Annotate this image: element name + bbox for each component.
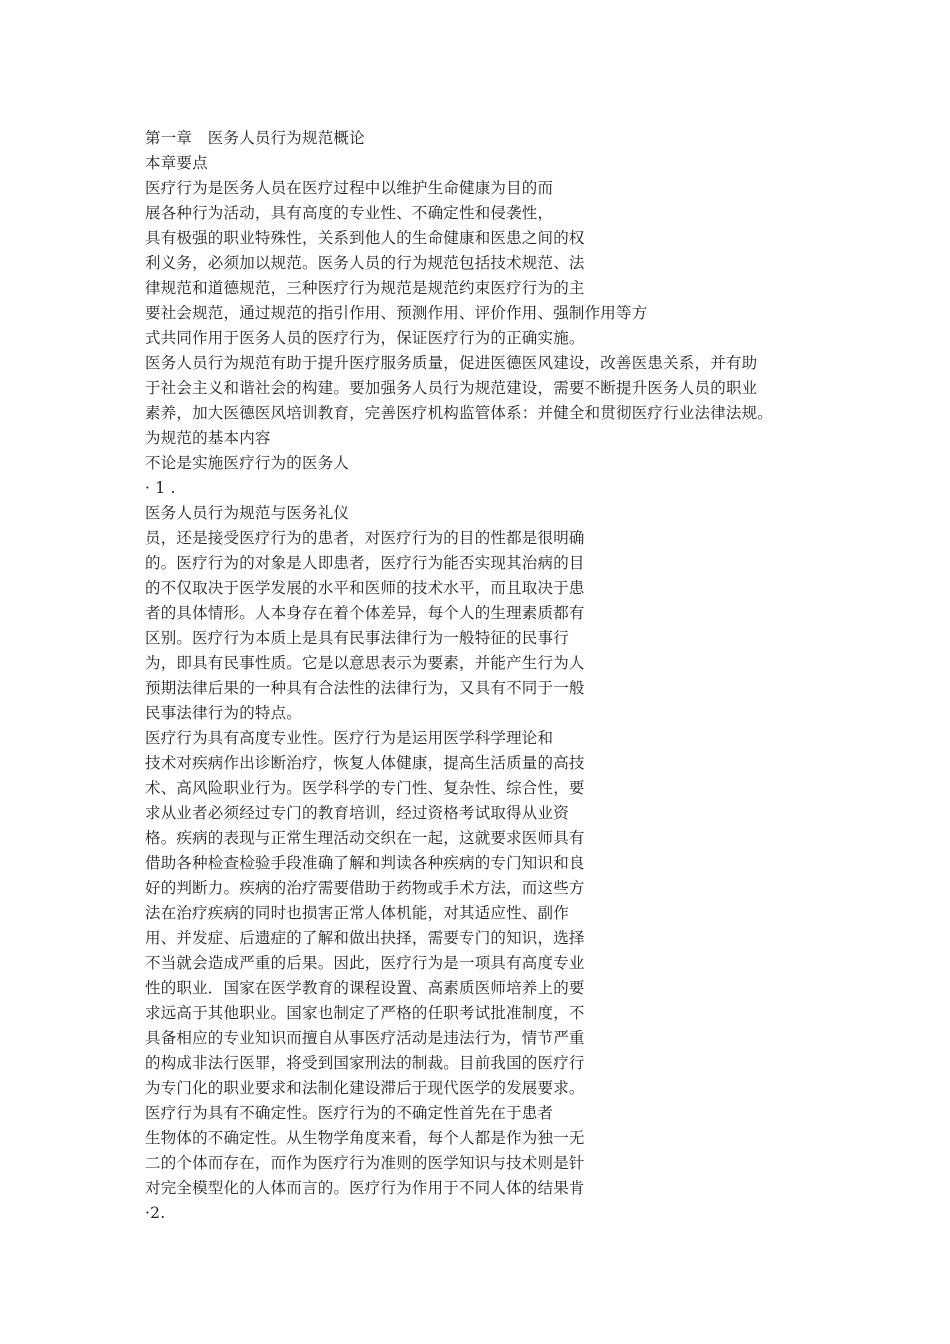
chapter-title: 第一章 医务人员行为规范概论 [145,129,365,147]
section-heading: 本章要点 [145,154,208,172]
text-line: 具有极强的职业特殊性，关系到他人的生命健康和医患之间的权 [145,229,585,247]
text-line: 医疗行为是医务人员在医疗过程中以维护生命健康为目的而 [145,179,554,197]
text-line: 格。疾病的表现与正常生理活动交织在一起，这就要求医师具有 [145,829,585,847]
text-line: 要社会规范，通过规范的指引作用、预测作用、评价作用、强制作用等方 [145,304,648,322]
text-line: 于社会主义和谐社会的构建。要加强务人员行为规范建设，需要不断提升医务人员的职业 [145,379,758,397]
text-line: 医务人员行为规范有助于提升医疗服务质量，促进医德医风建设，改善医患关系，并有助 [145,354,758,372]
text-line: 展各种行为活动，具有高度的专业性、不确定性和侵袭性， [145,204,554,222]
text-line: 的不仅取决于医学发展的水平和医师的技术水平，而且取决于患 [145,579,585,597]
text-line: 医疗行为具有不确定性。医疗行为的不确定性首先在于患者 [145,1104,554,1122]
text-line: 二的个体而存在，而作为医疗行为准则的医学知识与技术则是针 [145,1154,585,1172]
text-line: 的。医疗行为的对象是人即患者，医疗行为能否实现其治病的目 [145,554,585,572]
text-line: 术、高风险职业行为。医学科学的专门性、复杂性、综合性，要 [145,779,585,797]
text-line: 素养，加大医德医风培训教育，完善医疗机构监管体系：并健全和贯彻医疗行业法律法规。 [145,404,774,422]
text-line: 医疗行为具有高度专业性。医疗行为是运用医学科学理论和 [145,729,554,747]
text-line: 律规范和道德规范，三种医疗行为规范是规范约束医疗行为的主 [145,279,585,297]
text-line: 用、并发症、后遗症的了解和做出抉择，需要专门的知识，选择 [145,929,585,947]
page-number: ·2. [145,1204,166,1222]
page-number: · 1 . [145,479,176,497]
text-line: 为专门化的职业要求和法制化建设滞后于现代医学的发展要求。 [145,1079,585,1097]
text-line: 式共同作用于医务人员的医疗行为，保证医疗行为的正确实施。 [145,329,585,347]
text-line: 不论是实施医疗行为的医务人 [145,454,350,472]
text-line: 生物体的不确定性。从生物学角度来看，每个人都是作为独一无 [145,1129,585,1147]
text-line: 民事法律行为的特点。 [145,704,303,722]
text-line: 技术对疾病作出诊断治疗，恢复人体健康，提高生活质量的高技 [145,754,585,772]
text-line: 为，即具有民事性质。它是以意思表示为要素，并能产生行为人 [145,654,585,672]
text-line: 求从业者必须经过专门的教育培训，经过资格考试取得从业资 [145,804,569,822]
text-line: 法在治疗疾病的同时也损害正常人体机能，对其适应性、副作 [145,904,569,922]
text-line: 对完全模型化的人体而言的。医疗行为作用于不同人体的结果肯 [145,1179,585,1197]
text-line: 区别。医疗行为本质上是具有民事法律行为一般特征的民事行 [145,629,569,647]
text-line: 好的判断力。疾病的治疗需要借助于药物或手术方法，而这些方 [145,879,585,897]
text-line: 的构成非法行医罪，将受到国家刑法的制裁。目前我国的医疗行 [145,1054,585,1072]
text-line: 者的具体情形。人本身存在着个体差异，每个人的生理素质都有 [145,604,585,622]
text-line: 求远高于其他职业。国家也制定了严格的任职考试批准制度，不 [145,1004,585,1022]
text-line: 预期法律后果的一种具有合法性的法律行为，又具有不同于一般 [145,679,585,697]
text-line: 具备相应的专业知识而擅自从事医疗活动是违法行为，情节严重 [145,1029,585,1047]
running-header: 医务人员行为规范与医务礼仪 [145,504,350,522]
section-heading: 为规范的基本内容 [145,429,271,447]
text-line: 性的职业．国家在医学教育的课程设置、高素质医师培养上的要 [145,979,585,997]
text-line: 借助各种检查检验手段准确了解和判读各种疾病的专门知识和良 [145,854,585,872]
text-line: 员，还是接受医疗行为的患者，对医疗行为的目的性都是很明确 [145,529,585,547]
text-line: 不当就会造成严重的后果。因此，医疗行为是一项具有高度专业 [145,954,585,972]
text-line: 利义务，必须加以规范。医务人员的行为规范包括技术规范、法 [145,254,585,272]
